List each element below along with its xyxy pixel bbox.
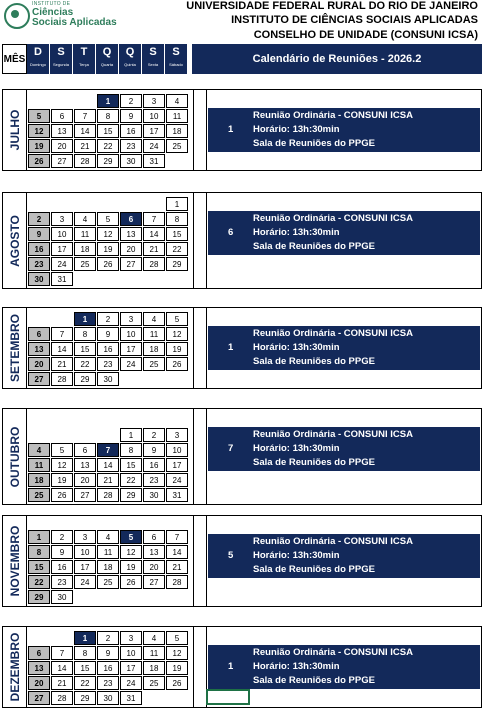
calendar-day: 13 — [120, 227, 142, 241]
calendar-day: 24 — [120, 676, 142, 690]
calendar-day: 5 — [51, 443, 73, 457]
calendar-title: Calendário de Reuniões - 2026.2 — [192, 44, 482, 74]
day-name: Segunda — [52, 62, 69, 67]
column-divider — [193, 193, 194, 288]
calendar-day: 29 — [74, 372, 96, 386]
calendar-day: 1 — [74, 631, 96, 645]
calendar-day: 18 — [97, 560, 119, 574]
calendar-day: 21 — [51, 676, 73, 690]
calendar-day: 6 — [51, 109, 73, 123]
calendar-day: 16 — [97, 342, 119, 356]
calendar-day: 7 — [166, 530, 188, 544]
calendar-day: 6 — [143, 530, 165, 544]
calendar-day: 20 — [28, 676, 50, 690]
calendar-day: 17 — [120, 342, 142, 356]
column-divider — [206, 409, 207, 504]
calendar-day: 26 — [120, 575, 142, 589]
calendar-day: 22 — [74, 676, 96, 690]
calendar-day: 2 — [28, 212, 50, 226]
meeting-info — [208, 326, 480, 370]
calendar-day: 21 — [97, 473, 119, 487]
calendar-day: 14 — [74, 124, 96, 138]
council-name: CONSELHO DE UNIDADE (CONSUNI ICSA) — [253, 29, 478, 41]
calendar-day: 2 — [143, 428, 165, 442]
calendar-day: 7 — [51, 646, 73, 660]
calendar-day: 5 — [28, 109, 50, 123]
calendar-day: 7 — [97, 443, 119, 457]
calendar-day: 29 — [28, 590, 50, 604]
calendar-day: 8 — [97, 109, 119, 123]
calendar-day: 10 — [51, 227, 73, 241]
meeting-title: Reunião Ordinária - CONSUNI ICSA — [253, 647, 413, 658]
month-label: JULHO — [7, 109, 22, 151]
month-block-julho — [2, 89, 482, 171]
calendar-day: 17 — [166, 458, 188, 472]
calendar-day: 11 — [28, 458, 50, 472]
logo-line-1: INSTITUTO DE — [32, 1, 71, 7]
calendar-day: 16 — [97, 661, 119, 675]
calendar-day: 15 — [28, 560, 50, 574]
calendar-day: 26 — [97, 257, 119, 271]
calendar-day: 19 — [28, 139, 50, 153]
day-name: Quarta — [100, 62, 114, 67]
meeting-title: Reunião Ordinária - CONSUNI ICSA — [253, 213, 413, 224]
meeting-info — [208, 108, 480, 152]
calendar-day: 6 — [28, 327, 50, 341]
month-block-agosto — [2, 192, 482, 289]
calendar-day: 31 — [120, 691, 142, 705]
calendar-day: 21 — [166, 560, 188, 574]
calendar-day: 6 — [120, 212, 142, 226]
calendar-day: 27 — [51, 154, 73, 168]
calendar-day: 10 — [166, 443, 188, 457]
calendar-day: 20 — [143, 560, 165, 574]
calendar-day: 10 — [74, 545, 96, 559]
calendar-day: 10 — [143, 109, 165, 123]
calendar-day: 3 — [51, 212, 73, 226]
calendar-day: 8 — [120, 443, 142, 457]
calendar-day: 20 — [28, 357, 50, 371]
calendar-day: 24 — [74, 575, 96, 589]
calendar-day: 26 — [51, 488, 73, 502]
calendar-day: 8 — [166, 212, 188, 226]
day-letter: Q — [102, 46, 112, 58]
calendar-day: 5 — [166, 631, 188, 645]
meeting-title: Reunião Ordinária - CONSUNI ICSA — [253, 429, 413, 440]
university-name: UNIVERSIDADE FEDERAL RURAL DO RIO DE JANEIRO — [186, 0, 478, 12]
calendar-day: 23 — [28, 257, 50, 271]
meeting-time: Horário: 13h:30min — [253, 661, 340, 672]
calendar-day: 11 — [74, 227, 96, 241]
day-letter: D — [34, 46, 42, 58]
column-divider — [193, 409, 194, 504]
column-divider — [206, 90, 207, 170]
month-block-setembro — [2, 307, 482, 389]
calendar-day: 19 — [166, 661, 188, 675]
calendar-day: 7 — [143, 212, 165, 226]
calendar-day: 14 — [166, 545, 188, 559]
calendar-day: 2 — [120, 94, 142, 108]
day-header-5 — [142, 44, 165, 74]
calendar-day: 31 — [51, 272, 73, 286]
day-name: Sábado — [169, 62, 183, 67]
calendar-day: 9 — [28, 227, 50, 241]
calendar-day: 30 — [97, 372, 119, 386]
calendar-day: 20 — [51, 139, 73, 153]
calendar-day: 10 — [120, 327, 142, 341]
calendar-day: 25 — [166, 139, 188, 153]
calendar-day: 31 — [143, 154, 165, 168]
calendar-day: 30 — [51, 590, 73, 604]
calendar-day: 23 — [51, 575, 73, 589]
meeting-day: 1 — [228, 124, 234, 135]
day-letter: S — [149, 46, 157, 58]
calendar-day: 14 — [51, 342, 73, 356]
day-name: Quinta — [124, 62, 136, 67]
calendar-day: 1 — [166, 197, 188, 211]
calendar-day: 22 — [97, 139, 119, 153]
meeting-day: 7 — [228, 443, 234, 454]
meeting-day: 1 — [228, 342, 234, 353]
calendar-day: 27 — [143, 575, 165, 589]
calendar-day: 24 — [166, 473, 188, 487]
calendar-day: 1 — [74, 312, 96, 326]
icsa-logo — [2, 1, 122, 39]
calendar-day: 25 — [97, 575, 119, 589]
calendar-day: 14 — [51, 661, 73, 675]
calendar-day: 12 — [166, 327, 188, 341]
column-divider — [193, 516, 194, 606]
calendar-day: 1 — [28, 530, 50, 544]
meeting-place: Sala de Reuniões do PPGE — [253, 675, 375, 686]
calendar-day: 23 — [97, 676, 119, 690]
day-name: Sexta — [147, 62, 159, 67]
calendar-day: 3 — [74, 530, 96, 544]
calendar-day: 20 — [120, 242, 142, 256]
calendar-day: 2 — [51, 530, 73, 544]
calendar-day: 13 — [28, 342, 50, 356]
day-letter: S — [172, 46, 180, 58]
month-name — [3, 193, 27, 288]
calendar-day: 29 — [74, 691, 96, 705]
calendar-day: 29 — [166, 257, 188, 271]
calendar-day: 5 — [166, 312, 188, 326]
calendar-day: 8 — [74, 646, 96, 660]
meeting-title: Reunião Ordinária - CONSUNI ICSA — [253, 110, 413, 121]
meeting-day: 6 — [228, 227, 234, 238]
calendar-day: 2 — [97, 631, 119, 645]
calendar-day: 15 — [120, 458, 142, 472]
calendar-day: 2 — [97, 312, 119, 326]
calendar-day: 27 — [74, 488, 96, 502]
calendar-day: 14 — [97, 458, 119, 472]
calendar-day: 18 — [28, 473, 50, 487]
day-header-0 — [27, 44, 50, 74]
day-letter: Q — [125, 46, 135, 58]
month-label: AGOSTO — [7, 214, 22, 267]
calendar-day: 9 — [143, 443, 165, 457]
column-divider — [193, 627, 194, 707]
logo-emblem-icon — [4, 3, 30, 29]
calendar-day: 10 — [120, 646, 142, 660]
calendar-day: 14 — [143, 227, 165, 241]
meeting-place: Sala de Reuniões do PPGE — [253, 241, 375, 252]
column-divider — [193, 90, 194, 170]
calendar-day: 20 — [74, 473, 96, 487]
month-name — [3, 308, 27, 388]
meeting-place: Sala de Reuniões do PPGE — [253, 564, 375, 575]
calendar-day: 17 — [51, 242, 73, 256]
calendar-day: 9 — [97, 646, 119, 660]
calendar-day: 19 — [51, 473, 73, 487]
calendar-day: 24 — [120, 357, 142, 371]
calendar-day: 6 — [28, 646, 50, 660]
calendar-day: 4 — [143, 631, 165, 645]
calendar-day: 27 — [28, 691, 50, 705]
calendar-day: 17 — [74, 560, 96, 574]
calendar-day: 13 — [28, 661, 50, 675]
calendar-day: 21 — [51, 357, 73, 371]
meeting-time: Horário: 13h:30min — [253, 550, 340, 561]
calendar-day: 11 — [166, 109, 188, 123]
calendar-day: 28 — [166, 575, 188, 589]
selected-cell[interactable] — [206, 689, 250, 705]
day-name: Domingo — [29, 62, 46, 67]
calendar-day: 18 — [143, 661, 165, 675]
calendar-day: 30 — [97, 691, 119, 705]
month-label: OUTUBRO — [7, 426, 22, 487]
calendar-day: 16 — [143, 458, 165, 472]
calendar-day: 24 — [51, 257, 73, 271]
calendar-day: 25 — [74, 257, 96, 271]
calendar-day: 12 — [28, 124, 50, 138]
meeting-title: Reunião Ordinária - CONSUNI ICSA — [253, 328, 413, 339]
calendar-day: 12 — [166, 646, 188, 660]
day-header-1 — [50, 44, 73, 74]
meeting-day: 5 — [228, 550, 234, 561]
calendar-day: 13 — [143, 545, 165, 559]
calendar-day: 15 — [74, 342, 96, 356]
calendar-day: 11 — [143, 646, 165, 660]
day-header-2 — [73, 44, 96, 74]
meeting-place: Sala de Reuniões do PPGE — [253, 138, 375, 149]
calendar-day: 28 — [51, 372, 73, 386]
calendar-day: 26 — [28, 154, 50, 168]
column-divider — [206, 516, 207, 606]
calendar-day: 9 — [120, 109, 142, 123]
day-header-6 — [165, 44, 188, 74]
calendar-day: 12 — [120, 545, 142, 559]
calendar-day: 4 — [143, 312, 165, 326]
meeting-info — [208, 211, 480, 255]
day-header-3 — [96, 44, 119, 74]
calendar-day: 22 — [28, 575, 50, 589]
calendar-day: 25 — [28, 488, 50, 502]
calendar-day: 25 — [143, 357, 165, 371]
meeting-title: Reunião Ordinária - CONSUNI ICSA — [253, 536, 413, 547]
month-label: SETEMBRO — [7, 313, 22, 383]
calendar-day: 18 — [74, 242, 96, 256]
calendar-day: 11 — [97, 545, 119, 559]
calendar-day: 22 — [120, 473, 142, 487]
meeting-place: Sala de Reuniões do PPGE — [253, 457, 375, 468]
month-label: NOVEMBRO — [7, 525, 22, 597]
calendar-day: 15 — [74, 661, 96, 675]
meeting-time: Horário: 13h:30min — [253, 124, 340, 135]
calendar-day: 22 — [74, 357, 96, 371]
calendar-day: 23 — [120, 139, 142, 153]
calendar-day: 11 — [143, 327, 165, 341]
month-label: DEZEMBRO — [7, 632, 22, 702]
day-letter: T — [80, 46, 88, 58]
calendar-day: 18 — [143, 342, 165, 356]
calendar-day: 27 — [28, 372, 50, 386]
calendar-day: 29 — [97, 154, 119, 168]
calendar-day: 30 — [120, 154, 142, 168]
calendar-day: 5 — [97, 212, 119, 226]
calendar-day: 7 — [51, 327, 73, 341]
calendar-day: 7 — [74, 109, 96, 123]
calendar-day: 4 — [28, 443, 50, 457]
calendar-day: 17 — [143, 124, 165, 138]
calendar-day: 9 — [97, 327, 119, 341]
day-name: Terça — [79, 62, 89, 67]
meeting-info — [208, 645, 480, 689]
calendar-day: 25 — [143, 676, 165, 690]
calendar-day: 3 — [143, 94, 165, 108]
calendar-day: 28 — [74, 154, 96, 168]
calendar-day: 3 — [166, 428, 188, 442]
meeting-place: Sala de Reuniões do PPGE — [253, 356, 375, 367]
calendar-day: 23 — [143, 473, 165, 487]
logo-line-2: Ciências — [32, 7, 74, 18]
month-column-header: MÊS — [2, 44, 27, 74]
calendar-day: 16 — [28, 242, 50, 256]
calendar-day: 12 — [51, 458, 73, 472]
month-name — [3, 90, 27, 170]
meeting-time: Horário: 13h:30min — [253, 443, 340, 454]
meeting-info — [208, 534, 480, 578]
meeting-day: 1 — [228, 661, 234, 672]
calendar-day: 30 — [28, 272, 50, 286]
calendar-day: 4 — [74, 212, 96, 226]
calendar-day: 4 — [97, 530, 119, 544]
calendar-day: 28 — [97, 488, 119, 502]
calendar-day: 4 — [166, 94, 188, 108]
calendar-day: 15 — [97, 124, 119, 138]
calendar-day: 13 — [51, 124, 73, 138]
calendar-day: 27 — [120, 257, 142, 271]
calendar-day: 22 — [166, 242, 188, 256]
calendar-day: 23 — [97, 357, 119, 371]
calendar-day: 28 — [51, 691, 73, 705]
calendar-day: 29 — [120, 488, 142, 502]
calendar-day: 26 — [166, 676, 188, 690]
column-divider — [206, 308, 207, 388]
calendar-day: 16 — [120, 124, 142, 138]
calendar-day: 19 — [97, 242, 119, 256]
calendar-day: 21 — [74, 139, 96, 153]
calendar-day: 9 — [51, 545, 73, 559]
calendar-day: 24 — [143, 139, 165, 153]
month-name — [3, 516, 27, 606]
calendar-day: 19 — [120, 560, 142, 574]
calendar-day: 28 — [143, 257, 165, 271]
month-name — [3, 409, 27, 504]
calendar-day: 6 — [74, 443, 96, 457]
column-divider — [193, 308, 194, 388]
calendar-day: 21 — [143, 242, 165, 256]
calendar-day: 1 — [120, 428, 142, 442]
calendar-day: 3 — [120, 631, 142, 645]
calendar-day: 3 — [120, 312, 142, 326]
calendar-day: 13 — [74, 458, 96, 472]
institute-name: INSTITUTO DE CIÊNCIAS SOCIAIS APLICADAS — [231, 14, 478, 26]
calendar-day: 12 — [97, 227, 119, 241]
calendar-day: 8 — [28, 545, 50, 559]
meeting-time: Horário: 13h:30min — [253, 227, 340, 238]
calendar-day: 15 — [166, 227, 188, 241]
month-name — [3, 627, 27, 707]
column-divider — [206, 193, 207, 288]
day-letter: S — [57, 46, 65, 58]
calendar-day: 8 — [74, 327, 96, 341]
calendar-day: 18 — [166, 124, 188, 138]
calendar-day: 26 — [166, 357, 188, 371]
meeting-time: Horário: 13h:30min — [253, 342, 340, 353]
calendar-day: 17 — [120, 661, 142, 675]
calendar-day: 5 — [120, 530, 142, 544]
month-block-outubro — [2, 408, 482, 505]
meeting-info — [208, 427, 480, 471]
calendar-day: 30 — [143, 488, 165, 502]
logo-line-3: Sociais Aplicadas — [32, 17, 117, 28]
calendar-day: 1 — [97, 94, 119, 108]
month-block-novembro — [2, 515, 482, 607]
calendar-day: 16 — [51, 560, 73, 574]
day-header-4 — [119, 44, 142, 74]
calendar-day: 31 — [166, 488, 188, 502]
calendar-day: 19 — [166, 342, 188, 356]
